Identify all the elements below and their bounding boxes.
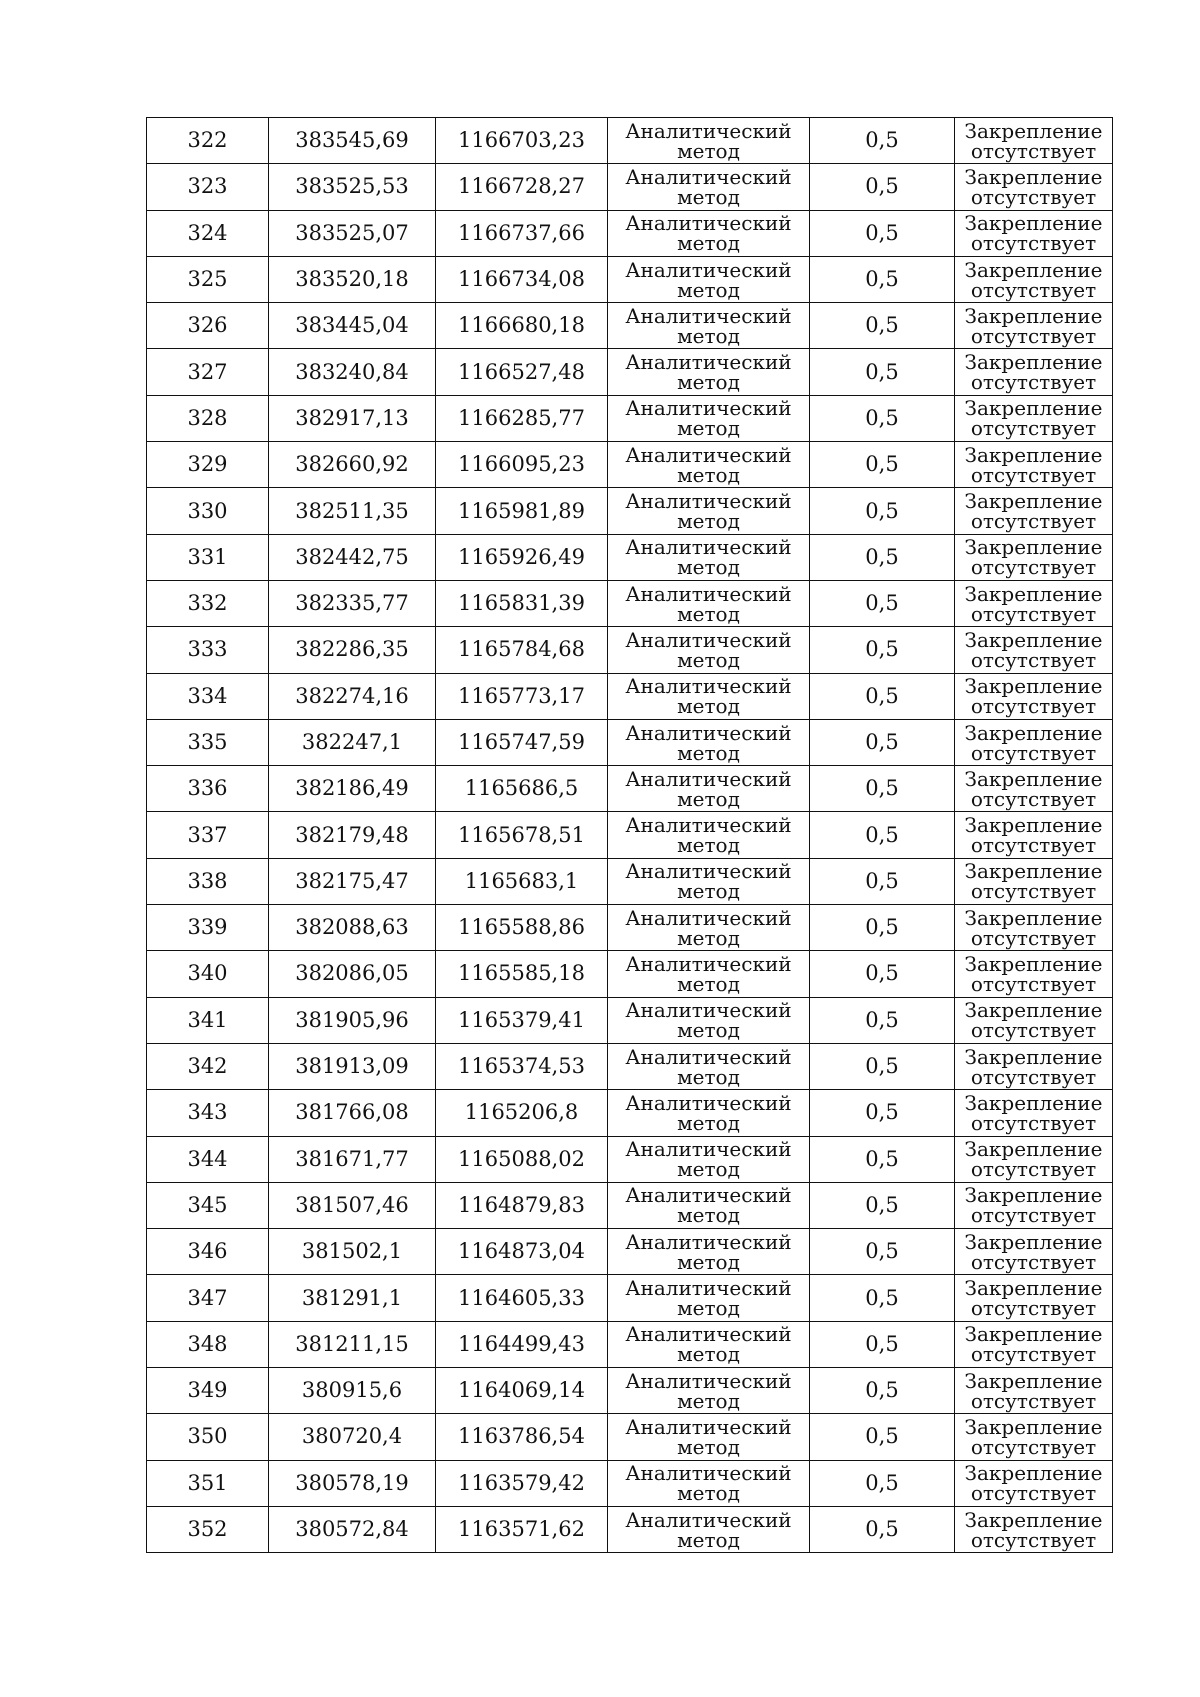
point-number-cell: 331 <box>147 534 269 580</box>
table-row <box>147 719 1113 765</box>
fixation-cell: Закрепление отсутствует <box>955 858 1113 904</box>
accuracy-cell: 0,5 <box>810 303 955 349</box>
accuracy-cell: 0,5 <box>810 534 955 580</box>
y-coordinate-cell: 1165784,68 <box>436 627 608 673</box>
y-coordinate-cell: 1166527,48 <box>436 349 608 395</box>
method-cell: Аналитический метод <box>608 1321 810 1367</box>
x-coordinate-cell: 382186,49 <box>269 766 436 812</box>
point-number-cell: 332 <box>147 580 269 626</box>
x-coordinate-cell: 382088,63 <box>269 905 436 951</box>
x-coordinate-cell: 380915,6 <box>269 1368 436 1414</box>
method-cell: Аналитический метод <box>608 256 810 302</box>
y-coordinate-cell: 1165981,89 <box>436 488 608 534</box>
fixation-cell: Закрепление отсутствует <box>955 997 1113 1043</box>
accuracy-cell: 0,5 <box>810 488 955 534</box>
point-number-cell: 340 <box>147 951 269 997</box>
fixation-cell: Закрепление отсутствует <box>955 488 1113 534</box>
accuracy-cell: 0,5 <box>810 627 955 673</box>
method-cell: Аналитический метод <box>608 1136 810 1182</box>
y-coordinate-cell: 1164879,83 <box>436 1182 608 1228</box>
point-number-cell: 330 <box>147 488 269 534</box>
table-row <box>147 1043 1113 1089</box>
fixation-cell: Закрепление отсутствует <box>955 256 1113 302</box>
method-cell: Аналитический метод <box>608 812 810 858</box>
accuracy-cell: 0,5 <box>810 1275 955 1321</box>
fixation-cell: Закрепление отсутствует <box>955 951 1113 997</box>
y-coordinate-cell: 1163579,42 <box>436 1460 608 1506</box>
point-number-cell: 345 <box>147 1182 269 1228</box>
fixation-cell: Закрепление отсутствует <box>955 1090 1113 1136</box>
method-cell: Аналитический метод <box>608 858 810 904</box>
fixation-cell: Закрепление отсутствует <box>955 580 1113 626</box>
method-cell: Аналитический метод <box>608 905 810 951</box>
accuracy-cell: 0,5 <box>810 673 955 719</box>
fixation-cell: Закрепление отсутствует <box>955 303 1113 349</box>
table-row <box>147 164 1113 210</box>
fixation-cell: Закрепление отсутствует <box>955 1136 1113 1182</box>
point-number-cell: 346 <box>147 1229 269 1275</box>
table-row <box>147 303 1113 349</box>
fixation-cell: Закрепление отсутствует <box>955 905 1113 951</box>
y-coordinate-cell: 1165773,17 <box>436 673 608 719</box>
point-number-cell: 339 <box>147 905 269 951</box>
x-coordinate-cell: 383525,53 <box>269 164 436 210</box>
y-coordinate-cell: 1165585,18 <box>436 951 608 997</box>
point-number-cell: 336 <box>147 766 269 812</box>
coordinates-table-body <box>147 118 1113 1553</box>
fixation-cell: Закрепление отсутствует <box>955 812 1113 858</box>
accuracy-cell: 0,5 <box>810 164 955 210</box>
method-cell: Аналитический метод <box>608 673 810 719</box>
method-cell: Аналитический метод <box>608 627 810 673</box>
method-cell: Аналитический метод <box>608 1043 810 1089</box>
point-number-cell: 343 <box>147 1090 269 1136</box>
accuracy-cell: 0,5 <box>810 997 955 1043</box>
point-number-cell: 344 <box>147 1136 269 1182</box>
table-row <box>147 766 1113 812</box>
method-cell: Аналитический метод <box>608 488 810 534</box>
table-row <box>147 812 1113 858</box>
x-coordinate-cell: 381507,46 <box>269 1182 436 1228</box>
point-number-cell: 341 <box>147 997 269 1043</box>
method-cell: Аналитический метод <box>608 1460 810 1506</box>
accuracy-cell: 0,5 <box>810 1136 955 1182</box>
method-cell: Аналитический метод <box>608 349 810 395</box>
fixation-cell: Закрепление отсутствует <box>955 442 1113 488</box>
table-row <box>147 858 1113 904</box>
method-cell: Аналитический метод <box>608 442 810 488</box>
table-row <box>147 1460 1113 1506</box>
accuracy-cell: 0,5 <box>810 719 955 765</box>
accuracy-cell: 0,5 <box>810 951 955 997</box>
table-row <box>147 1275 1113 1321</box>
table-row <box>147 1136 1113 1182</box>
method-cell: Аналитический метод <box>608 1368 810 1414</box>
x-coordinate-cell: 381671,77 <box>269 1136 436 1182</box>
fixation-cell: Закрепление отсутствует <box>955 766 1113 812</box>
accuracy-cell: 0,5 <box>810 1414 955 1460</box>
y-coordinate-cell: 1165379,41 <box>436 997 608 1043</box>
fixation-cell: Закрепление отсутствует <box>955 1275 1113 1321</box>
table-row <box>147 349 1113 395</box>
y-coordinate-cell: 1166734,08 <box>436 256 608 302</box>
y-coordinate-cell: 1165588,86 <box>436 905 608 951</box>
fixation-cell: Закрепление отсутствует <box>955 1043 1113 1089</box>
point-number-cell: 347 <box>147 1275 269 1321</box>
point-number-cell: 351 <box>147 1460 269 1506</box>
accuracy-cell: 0,5 <box>810 812 955 858</box>
x-coordinate-cell: 382086,05 <box>269 951 436 997</box>
fixation-cell: Закрепление отсутствует <box>955 349 1113 395</box>
y-coordinate-cell: 1166285,77 <box>436 395 608 441</box>
fixation-cell: Закрепление отсутствует <box>955 210 1113 256</box>
y-coordinate-cell: 1166680,18 <box>436 303 608 349</box>
fixation-cell: Закрепление отсутствует <box>955 1321 1113 1367</box>
table-row <box>147 1182 1113 1228</box>
method-cell: Аналитический метод <box>608 1090 810 1136</box>
point-number-cell: 326 <box>147 303 269 349</box>
method-cell: Аналитический метод <box>608 1275 810 1321</box>
accuracy-cell: 0,5 <box>810 395 955 441</box>
point-number-cell: 327 <box>147 349 269 395</box>
x-coordinate-cell: 383520,18 <box>269 256 436 302</box>
x-coordinate-cell: 382917,13 <box>269 395 436 441</box>
x-coordinate-cell: 383545,69 <box>269 118 436 164</box>
x-coordinate-cell: 381502,1 <box>269 1229 436 1275</box>
x-coordinate-cell: 382274,16 <box>269 673 436 719</box>
y-coordinate-cell: 1165831,39 <box>436 580 608 626</box>
y-coordinate-cell: 1165683,1 <box>436 858 608 904</box>
accuracy-cell: 0,5 <box>810 210 955 256</box>
y-coordinate-cell: 1164499,43 <box>436 1321 608 1367</box>
y-coordinate-cell: 1165926,49 <box>436 534 608 580</box>
accuracy-cell: 0,5 <box>810 1090 955 1136</box>
point-number-cell: 337 <box>147 812 269 858</box>
method-cell: Аналитический метод <box>608 1229 810 1275</box>
method-cell: Аналитический метод <box>608 164 810 210</box>
coordinates-table <box>146 117 1113 1553</box>
x-coordinate-cell: 380578,19 <box>269 1460 436 1506</box>
y-coordinate-cell: 1166737,66 <box>436 210 608 256</box>
table-row <box>147 905 1113 951</box>
fixation-cell: Закрепление отсутствует <box>955 118 1113 164</box>
accuracy-cell: 0,5 <box>810 858 955 904</box>
x-coordinate-cell: 382247,1 <box>269 719 436 765</box>
accuracy-cell: 0,5 <box>810 1506 955 1552</box>
y-coordinate-cell: 1164605,33 <box>436 1275 608 1321</box>
method-cell: Аналитический метод <box>608 395 810 441</box>
table-row <box>147 1321 1113 1367</box>
x-coordinate-cell: 382660,92 <box>269 442 436 488</box>
fixation-cell: Закрепление отсутствует <box>955 627 1113 673</box>
table-row <box>147 997 1113 1043</box>
y-coordinate-cell: 1165374,53 <box>436 1043 608 1089</box>
point-number-cell: 333 <box>147 627 269 673</box>
fixation-cell: Закрепление отсутствует <box>955 164 1113 210</box>
x-coordinate-cell: 383525,07 <box>269 210 436 256</box>
y-coordinate-cell: 1165686,5 <box>436 766 608 812</box>
accuracy-cell: 0,5 <box>810 1182 955 1228</box>
point-number-cell: 350 <box>147 1414 269 1460</box>
y-coordinate-cell: 1165747,59 <box>436 719 608 765</box>
accuracy-cell: 0,5 <box>810 1229 955 1275</box>
table-row <box>147 442 1113 488</box>
method-cell: Аналитический метод <box>608 997 810 1043</box>
table-row <box>147 256 1113 302</box>
point-number-cell: 334 <box>147 673 269 719</box>
fixation-cell: Закрепление отсутствует <box>955 395 1113 441</box>
point-number-cell: 338 <box>147 858 269 904</box>
y-coordinate-cell: 1163786,54 <box>436 1414 608 1460</box>
method-cell: Аналитический метод <box>608 303 810 349</box>
x-coordinate-cell: 382175,47 <box>269 858 436 904</box>
method-cell: Аналитический метод <box>608 1414 810 1460</box>
x-coordinate-cell: 381291,1 <box>269 1275 436 1321</box>
table-row <box>147 673 1113 719</box>
point-number-cell: 323 <box>147 164 269 210</box>
fixation-cell: Закрепление отсутствует <box>955 1414 1113 1460</box>
accuracy-cell: 0,5 <box>810 442 955 488</box>
x-coordinate-cell: 381766,08 <box>269 1090 436 1136</box>
fixation-cell: Закрепление отсутствует <box>955 534 1113 580</box>
table-row <box>147 534 1113 580</box>
point-number-cell: 328 <box>147 395 269 441</box>
point-number-cell: 324 <box>147 210 269 256</box>
y-coordinate-cell: 1165678,51 <box>436 812 608 858</box>
accuracy-cell: 0,5 <box>810 349 955 395</box>
x-coordinate-cell: 381211,15 <box>269 1321 436 1367</box>
accuracy-cell: 0,5 <box>810 905 955 951</box>
x-coordinate-cell: 381913,09 <box>269 1043 436 1089</box>
point-number-cell: 342 <box>147 1043 269 1089</box>
x-coordinate-cell: 382286,35 <box>269 627 436 673</box>
y-coordinate-cell: 1165206,8 <box>436 1090 608 1136</box>
method-cell: Аналитический метод <box>608 118 810 164</box>
table-row <box>147 951 1113 997</box>
table-row <box>147 1414 1113 1460</box>
accuracy-cell: 0,5 <box>810 766 955 812</box>
point-number-cell: 335 <box>147 719 269 765</box>
x-coordinate-cell: 383445,04 <box>269 303 436 349</box>
x-coordinate-cell: 382179,48 <box>269 812 436 858</box>
table-row <box>147 210 1113 256</box>
method-cell: Аналитический метод <box>608 1506 810 1552</box>
point-number-cell: 352 <box>147 1506 269 1552</box>
table-row <box>147 488 1113 534</box>
point-number-cell: 322 <box>147 118 269 164</box>
point-number-cell: 325 <box>147 256 269 302</box>
x-coordinate-cell: 381905,96 <box>269 997 436 1043</box>
accuracy-cell: 0,5 <box>810 256 955 302</box>
method-cell: Аналитический метод <box>608 534 810 580</box>
y-coordinate-cell: 1165088,02 <box>436 1136 608 1182</box>
accuracy-cell: 0,5 <box>810 118 955 164</box>
table-row <box>147 580 1113 626</box>
y-coordinate-cell: 1164873,04 <box>436 1229 608 1275</box>
fixation-cell: Закрепление отсутствует <box>955 1506 1113 1552</box>
method-cell: Аналитический метод <box>608 766 810 812</box>
table-row <box>147 118 1113 164</box>
y-coordinate-cell: 1166095,23 <box>436 442 608 488</box>
x-coordinate-cell: 380720,4 <box>269 1414 436 1460</box>
x-coordinate-cell: 380572,84 <box>269 1506 436 1552</box>
method-cell: Аналитический метод <box>608 951 810 997</box>
fixation-cell: Закрепление отсутствует <box>955 1460 1113 1506</box>
y-coordinate-cell: 1166728,27 <box>436 164 608 210</box>
fixation-cell: Закрепление отсутствует <box>955 673 1113 719</box>
point-number-cell: 329 <box>147 442 269 488</box>
y-coordinate-cell: 1166703,23 <box>436 118 608 164</box>
fixation-cell: Закрепление отсутствует <box>955 1229 1113 1275</box>
table-row <box>147 1090 1113 1136</box>
accuracy-cell: 0,5 <box>810 1043 955 1089</box>
method-cell: Аналитический метод <box>608 580 810 626</box>
x-coordinate-cell: 382442,75 <box>269 534 436 580</box>
fixation-cell: Закрепление отсутствует <box>955 719 1113 765</box>
accuracy-cell: 0,5 <box>810 580 955 626</box>
y-coordinate-cell: 1163571,62 <box>436 1506 608 1552</box>
x-coordinate-cell: 382335,77 <box>269 580 436 626</box>
accuracy-cell: 0,5 <box>810 1460 955 1506</box>
x-coordinate-cell: 383240,84 <box>269 349 436 395</box>
x-coordinate-cell: 382511,35 <box>269 488 436 534</box>
table-row <box>147 1506 1113 1552</box>
y-coordinate-cell: 1164069,14 <box>436 1368 608 1414</box>
table-row <box>147 1368 1113 1414</box>
fixation-cell: Закрепление отсутствует <box>955 1182 1113 1228</box>
method-cell: Аналитический метод <box>608 719 810 765</box>
accuracy-cell: 0,5 <box>810 1368 955 1414</box>
method-cell: Аналитический метод <box>608 1182 810 1228</box>
table-row <box>147 395 1113 441</box>
accuracy-cell: 0,5 <box>810 1321 955 1367</box>
method-cell: Аналитический метод <box>608 210 810 256</box>
fixation-cell: Закрепление отсутствует <box>955 1368 1113 1414</box>
point-number-cell: 349 <box>147 1368 269 1414</box>
point-number-cell: 348 <box>147 1321 269 1367</box>
table-row <box>147 1229 1113 1275</box>
table-row <box>147 627 1113 673</box>
